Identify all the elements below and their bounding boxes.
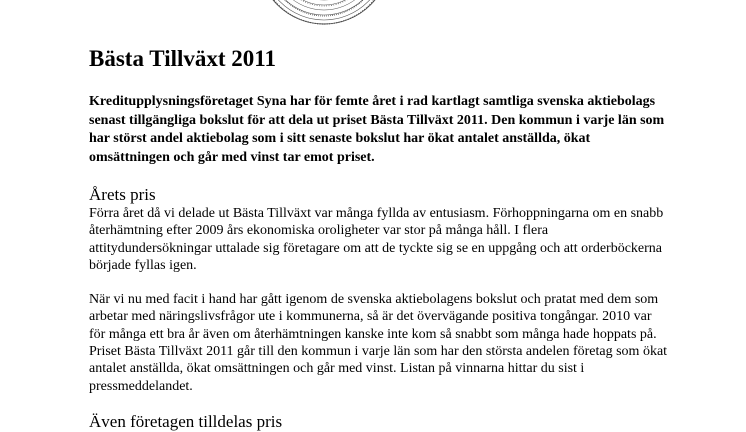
paragraph: Förra året då vi delade ut Bästa Tillväxt var många fyllda av entusiasm. Förhoppningarna om en snabb återhämtning efter 2009 års ekonomiska oroligheter var stor på många håll. I flera attitydundersökningar uttalade sig företagare om att de tyckte sig se en uppgång och att orderböckerna började fyllas igen. xyxy=(89,206,664,273)
section-heading-arets-pris: Årets pris xyxy=(89,185,156,204)
lead-paragraph: Kreditupplysningsföretaget Syna har för femte året i rad kartlagt samtliga svenska aktiebolags senast tillgängliga bokslut för att dela ut priset Bästa Tillväxt 2011. Den kommun i varje län som har störst andel aktiebolag som i sitt senaste bokslut har ökat antalet anställda, ökat omsättningen och går med vinst tar emot priset. xyxy=(89,94,665,165)
document-body xyxy=(89,42,669,432)
seal-logo xyxy=(258,0,390,38)
paragraph: När vi nu med facit i hand har gått igenom de svenska aktiebolagens bokslut och pratat med dem som arbetar med näringslivsfrågor ute i kommunerna, så är det övervägande positiva tongångar. 2010 var för många ett bra år även om återhämtningen kanske inte kom så snabbt som många hade hoppats på. Priset Bästa Tillväxt 2011 går till den kommun i varje län som har den största andelen företag som ökat antalet anställda, ökat omsättningen och går med vinst. Listan på vinnarna hittar du sist i pressmeddelandet. xyxy=(89,292,668,394)
section-heading-aven-foretagen: Även företagen tilldelas pris xyxy=(89,411,283,431)
page-title: Bästa Tillväxt 2011 xyxy=(89,46,277,71)
